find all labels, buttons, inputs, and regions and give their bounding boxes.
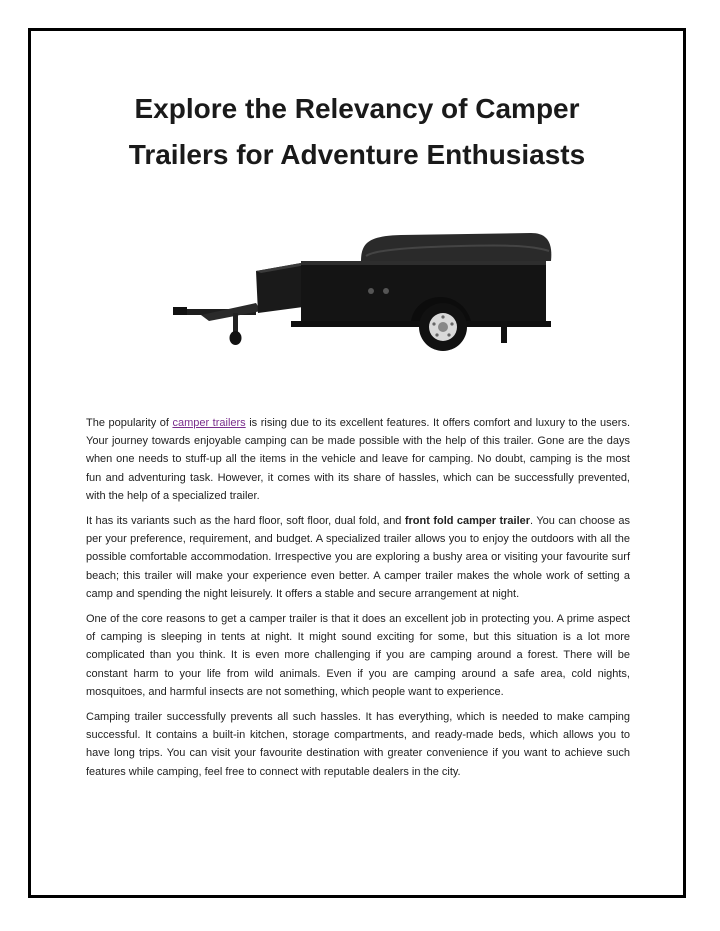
title-line-1: Explore the Relevancy of Camper bbox=[134, 93, 580, 124]
paragraph-1-text-end: is rising due to its excellent features. It offers comfort and luxury to the users. Your journey towards enjoyable camping can be made possible with the help of this trailer. Gone are the days when one needs to stuff-up all the items in the vehicle and leave for camping. No doubt, camping is the most fun and adventuring task. However, it comes with its share of hassles, which can be successfully prevented, with the help of a specialized trailer. bbox=[86, 417, 630, 502]
camper-trailers-link[interactable]: camper trailers bbox=[172, 417, 246, 429]
camper-trailer-image bbox=[161, 221, 561, 371]
paragraph-2 bbox=[86, 512, 630, 603]
paragraph-2-text-start: It has its variants such as the hard floor, soft floor, dual fold, and bbox=[86, 515, 405, 528]
paragraph-3: One of the core reasons to get a camper trailer is that it does an excellent job in protecting you. A prime aspect of camping is sleeping in tents at night. It might sound exciting for some, but this situation is a lot more complicated than you think. It is even more challenging if you are camping around a forest. There will be constant harm to your life from wild animals. Even if you are camping around a safe area, cold nights, mosquitoes, and harmful insects are not something, which people want to experience. bbox=[86, 613, 630, 698]
title-line-2: Trailers for Adventure Enthusiasts bbox=[128, 139, 586, 170]
article-body bbox=[86, 414, 630, 788]
marker-light bbox=[368, 288, 374, 294]
page-title bbox=[91, 86, 623, 178]
front-fold-camper-trailer-bold: front fold camper trailer bbox=[404, 515, 531, 528]
rear-stand bbox=[501, 321, 507, 343]
paragraph-2-text-end: . You can choose as per your preference, requirement, and budget. A specialized trailer allows you to enjoy the outdoors with all the possible comfortable accommodation. Irrespective you are exploring a bushy area or visiting your favourite surf beach; this trailer will make your experience even better. A camper trailer makes the whole work of setting a camp and spending the night leisurely. It offers a stable and secure arrangement at night. bbox=[86, 515, 630, 600]
paragraph-1-text-start: The popularity of bbox=[86, 417, 173, 429]
paragraph-4: Camping trailer successfully prevents all such hassles. It has everything, which is needed to make camping successful. It contains a built-in kitchen, storage compartments, and ready-made beds, which allows you to have long trips. You can visit your favourite destination with greater convenience if you want to achieve such features while camping, feel free to connect with reputable dealers in the city. bbox=[86, 711, 630, 778]
paragraph-1 bbox=[86, 414, 630, 505]
jockey-wheel bbox=[230, 331, 242, 345]
tow-hitch bbox=[173, 307, 187, 315]
document-page bbox=[28, 28, 686, 898]
